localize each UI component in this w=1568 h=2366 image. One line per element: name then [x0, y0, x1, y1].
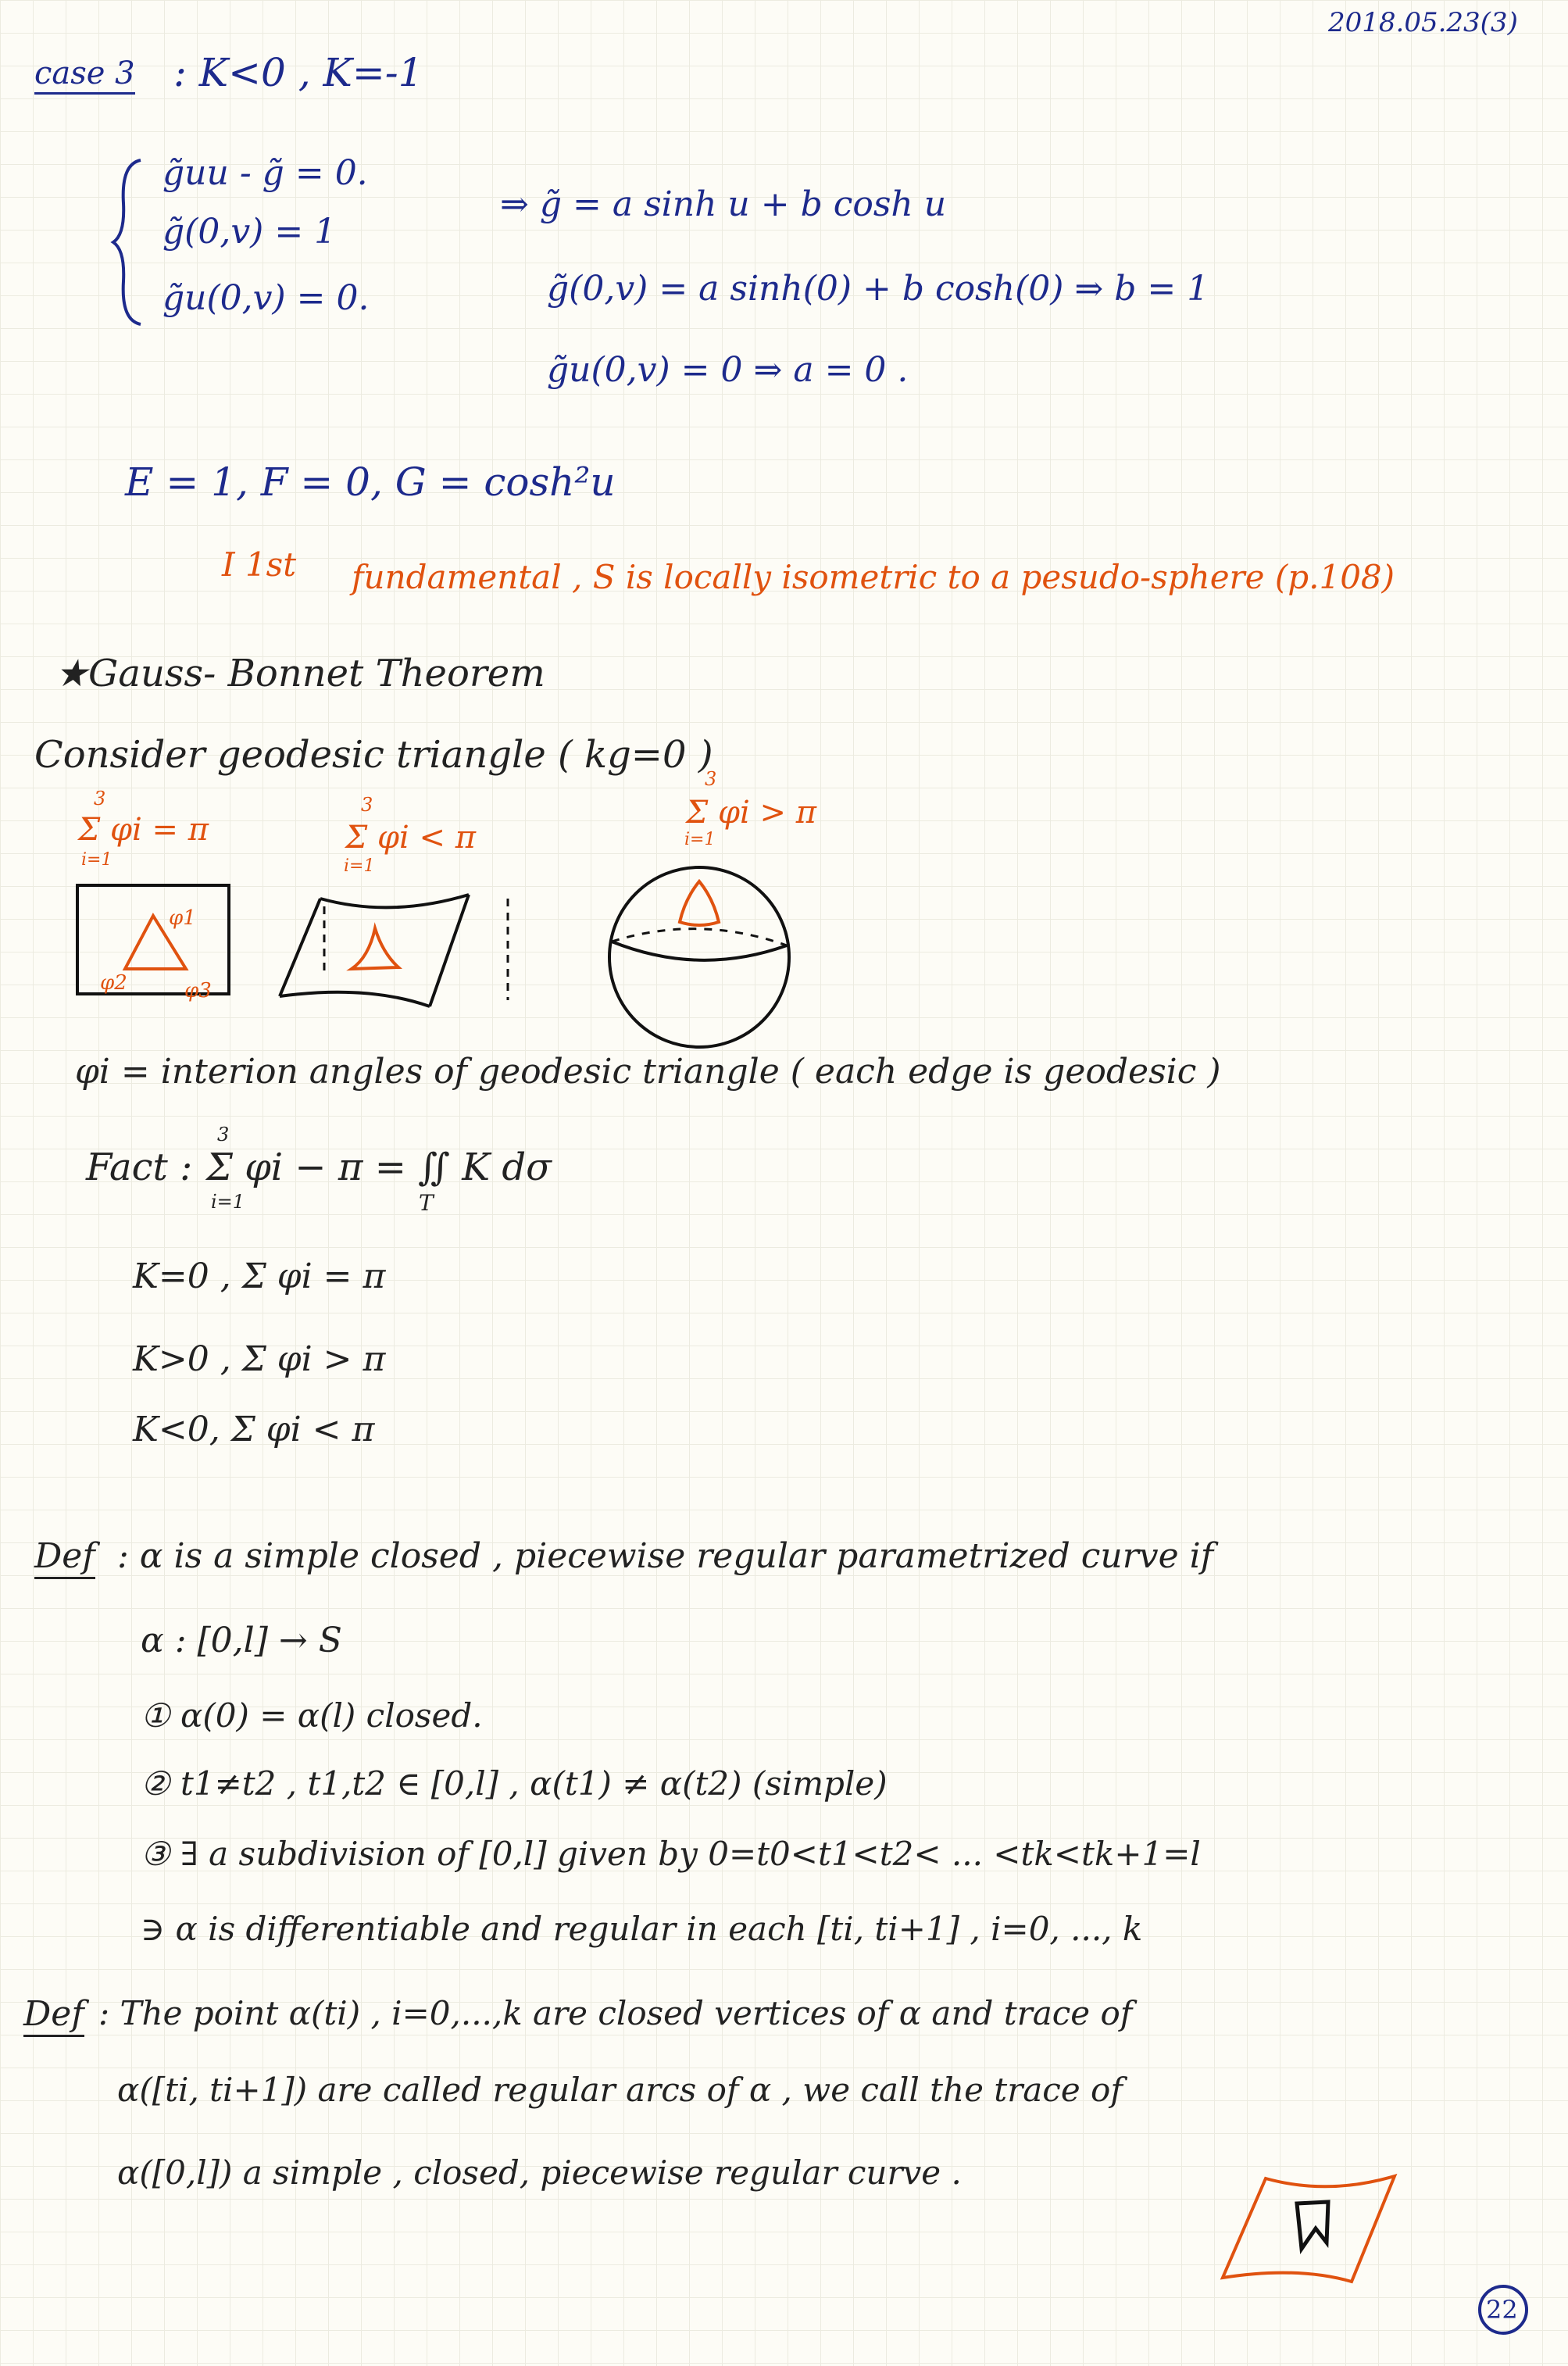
- date-stamp: 2018.05.23(3): [1328, 7, 1518, 38]
- fact-case-negative: K<0, Σ φi < π: [133, 1410, 375, 1449]
- saddle-surface-figure: [273, 883, 523, 1024]
- page-number: 22: [1486, 2295, 1518, 2325]
- def1-item-closed: ① α(0) = α(l) closed.: [141, 1696, 483, 1735]
- brace-icon: [109, 156, 148, 328]
- def2-line-3: α([0,l]) a simple , closed, piecewise regular curve .: [117, 2153, 962, 2192]
- sum-index-top: 3: [361, 794, 373, 816]
- consider-line: Consider geodesic triangle ( kg=0 ): [34, 733, 713, 777]
- def1-label: Def: [34, 1539, 95, 1579]
- fact-sum-top: 3: [217, 1124, 230, 1145]
- fact-label: Fact :: [86, 1145, 193, 1189]
- ode-solution-3: g̃u(0,v) = 0 ⇒ a = 0 .: [547, 350, 909, 390]
- sum-sphere: Σ φi > π: [686, 795, 817, 831]
- fact-sum-bottom: i=1: [211, 1191, 245, 1213]
- def1-item-subdivision: ③ ∃ a subdivision of [0,l] given by 0=t0<t1<t2< ... <tk<tk+1=l: [141, 1835, 1201, 1873]
- fact-formula: Σ φi − π = ∬ K dσ: [206, 1145, 552, 1189]
- sum-index-top: 3: [705, 768, 717, 790]
- angle-label-phi3: φ3: [184, 979, 212, 1003]
- case-label: case 3: [34, 58, 135, 95]
- sum-index-bottom: i=1: [684, 830, 716, 849]
- efg-formula: E = 1, F = 0, G = cosh²u: [125, 459, 616, 505]
- case-condition: : K<0 , K=-1: [173, 50, 423, 95]
- sum-index-bottom: i=1: [344, 856, 375, 876]
- fundamental-note: fundamental , S is locally isometric to a pesudo-sphere (p.108): [352, 558, 1395, 596]
- def2-line-2: α([ti, ti+1]) are called regular arcs of α , we call the trace of: [117, 2071, 1123, 2109]
- fundamental-lead: I 1st: [222, 545, 297, 584]
- ode-line-2: g̃(0,v) = 1: [163, 212, 337, 252]
- fact-sub-t: T: [419, 1190, 434, 1216]
- def1-item-simple: ② t1≠t2 , t1,t2 ∈ [0,l] , α(t1) ≠ α(t2) (simple): [141, 1764, 888, 1803]
- fact-case-positive: K>0 , Σ φi > π: [133, 1339, 386, 1379]
- angle-label-phi2: φ2: [100, 971, 127, 995]
- def1-map: α : [0,l] → S: [141, 1621, 342, 1660]
- def1-text: : α is a simple closed , piecewise regular parametrized curve if: [117, 1536, 1213, 1576]
- def2-label: Def: [23, 1997, 84, 2037]
- def2-line-1: : The point α(ti) , i=0,...,k are closed vertices of α and trace of: [98, 1994, 1133, 2032]
- sum-saddle: Σ φi < π: [345, 820, 477, 856]
- angle-label-phi1: φ1: [169, 906, 196, 930]
- ode-line-3: g̃u(0,v) = 0.: [163, 278, 370, 318]
- def1-item-regular: ∋ α is differentiable and regular in each [ti, ti+1] , i=0, ..., k: [141, 1910, 1143, 1948]
- ode-line-1: g̃uu - g̃ = 0.: [163, 153, 368, 193]
- fact-case-zero: K=0 , Σ φi = π: [133, 1256, 386, 1296]
- sum-flat: Σ φi = π: [78, 812, 209, 848]
- sum-index-top: 3: [94, 788, 106, 810]
- sum-index-bottom: i=1: [81, 850, 113, 870]
- section-title: ★Gauss- Bonnet Theorem: [55, 652, 545, 695]
- interior-angles-note: φi = interion angles of geodesic triangle ( each edge is geodesic ): [75, 1052, 1221, 1092]
- piecewise-curve-sketch: [1219, 2172, 1398, 2289]
- ode-solution-1: ⇒ g̃ = a sinh u + b cosh u: [500, 184, 947, 224]
- sphere-figure: [605, 860, 801, 1055]
- ode-solution-2: g̃(0,v) = a sinh(0) + b cosh(0) ⇒ b = 1: [547, 269, 1209, 309]
